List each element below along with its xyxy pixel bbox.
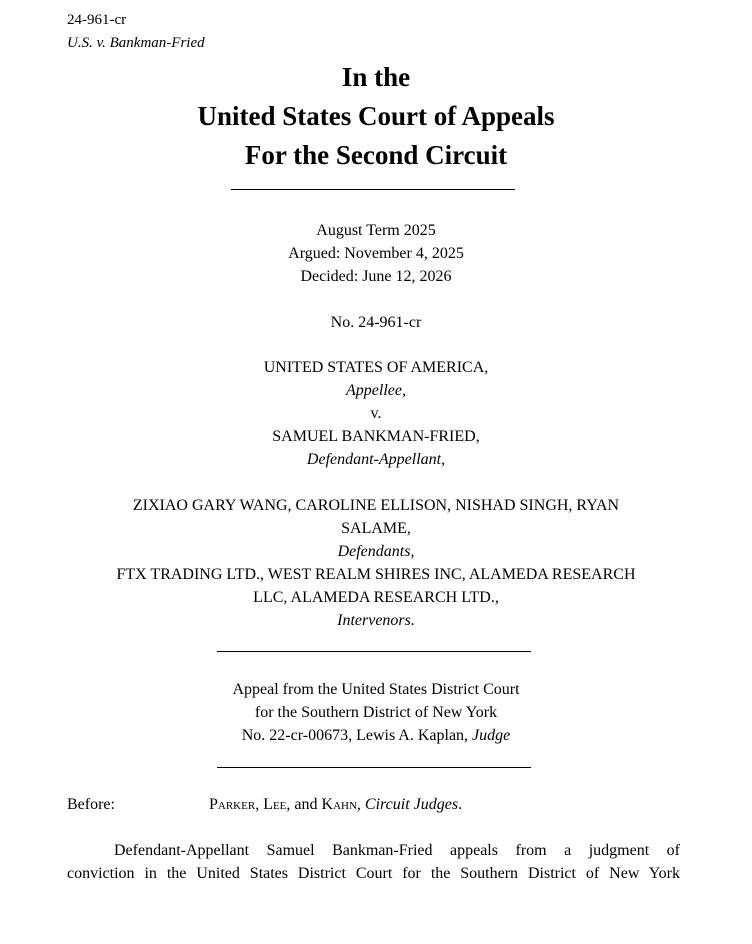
- appeal-block: [0, 678, 752, 747]
- judge-lee: Lee: [263, 796, 287, 813]
- panel-line: [67, 793, 687, 816]
- defendants-block: [0, 494, 752, 632]
- separator: ,: [356, 796, 365, 813]
- parties-block: [0, 356, 752, 471]
- separator: , and: [286, 796, 322, 813]
- period: .: [458, 796, 463, 813]
- judge-title: Judge: [472, 727, 511, 744]
- appellant-name: SAMUEL BANKMAN-FRIED,: [272, 428, 480, 445]
- appellee-name: UNITED STATES OF AMERICA,: [263, 359, 489, 376]
- appeal-line1: Appeal from the United States District Court: [232, 681, 520, 698]
- appeal-line2: for the Southern District of New York: [254, 704, 498, 721]
- opinion-paragraph-line1: [67, 839, 680, 862]
- divider-rule-bottom: [217, 767, 531, 768]
- appellant-role: Defendant-Appellant,: [306, 451, 446, 468]
- decided-date: Decided: June 12, 2026: [300, 268, 452, 285]
- versus: v.: [370, 405, 382, 422]
- court-title: [0, 58, 752, 175]
- before-label: Before:: [67, 796, 115, 813]
- case-caption: U.S. v. Bankman-Fried: [67, 35, 205, 51]
- circuit-judges-title: Circuit Judges: [364, 796, 459, 813]
- defendants-line1: ZIXIAO GARY WANG, CAROLINE ELLISON, NISHAD SINGH, RYAN: [132, 497, 620, 514]
- appellee-role: Appellee,: [346, 382, 406, 399]
- opinion-paragraph-line2: conviction in the United States District Court for the Southern District of New York: [67, 865, 680, 882]
- judge-kahn: Kahn: [321, 796, 357, 813]
- argued-date: Argued: November 4, 2025: [288, 245, 464, 262]
- intervenors-role: Intervenors.: [337, 612, 415, 629]
- intervenors-line2: LLC, ALAMEDA RESEARCH LTD.,: [253, 589, 499, 606]
- appeal-line3: [0, 724, 752, 747]
- opinion-text-line1: Defendant-Appellant Samuel Bankman-Fried appeals from a judgment of: [114, 842, 680, 859]
- defendants-role: Defendants,: [337, 543, 415, 560]
- divider-rule-middle: [217, 651, 531, 652]
- defendants-line2: SALAME,: [341, 520, 411, 537]
- separator: ,: [255, 796, 264, 813]
- court-title-line2: United States Court of Appeals: [197, 101, 555, 131]
- case-number: No. 24-961-cr: [330, 314, 422, 331]
- divider-rule-top: [231, 189, 515, 190]
- judge-parker: Parker: [209, 796, 256, 813]
- term-label: August Term 2025: [316, 222, 436, 239]
- district-docket: No. 22-cr-00673, Lewis A. Kaplan,: [241, 727, 473, 744]
- docket-number: 24-961-cr: [67, 12, 127, 28]
- term-block: [0, 219, 752, 288]
- page-header: [67, 9, 205, 55]
- court-title-line1: In the: [341, 62, 411, 92]
- court-title-line3: For the Second Circuit: [244, 140, 508, 170]
- intervenors-line1: FTX TRADING LTD., WEST REALM SHIRES INC, ALAMEDA RESEARCH: [116, 566, 636, 583]
